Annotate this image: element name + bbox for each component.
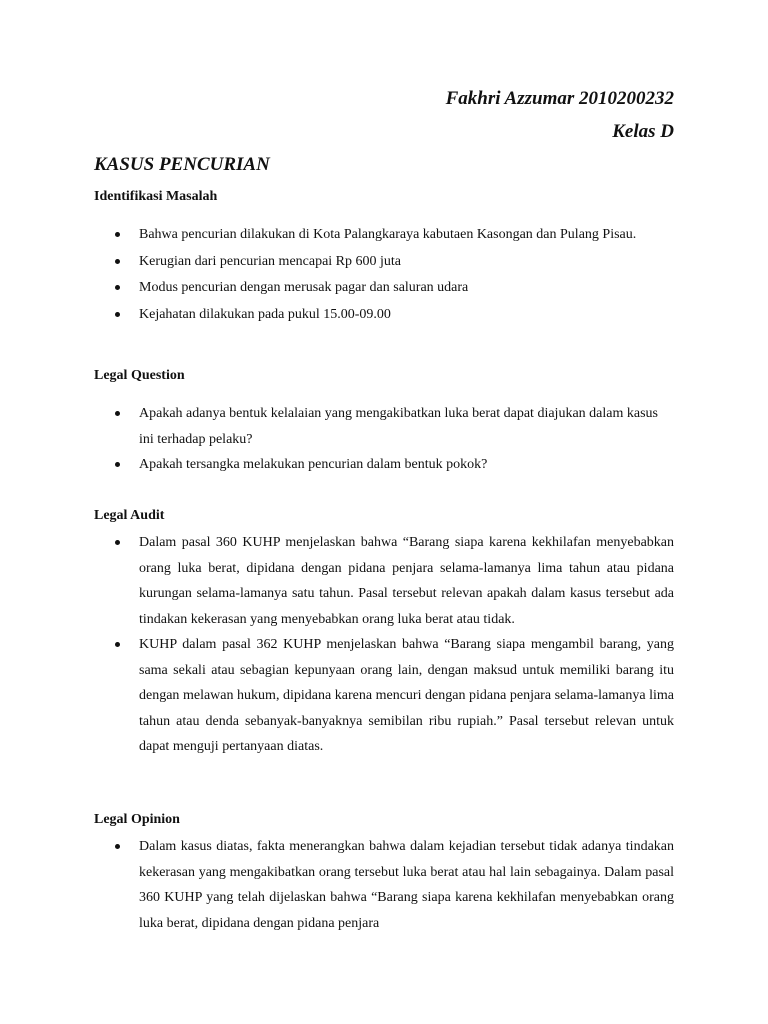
class-label: Kelas D [612,121,674,142]
list-item-text: Kejahatan dilakukan pada pukul 15.00-09.00 [139,306,391,322]
list-item [94,452,674,478]
bullet-icon [115,642,120,647]
list-item [94,249,674,275]
section-heading-legal-opinion: Legal Opinion [94,812,180,827]
list-item-text: KUHP dalam pasal 362 KUHP menjelaskan bahwa “Barang siapa mengambil barang, yang sama sekali atau sebagian kepunyaan orang lain, dengan maksud untuk memiliki barang itu dengan melawan hukum, dipidana karena mencuri dengan pidana penjara selama-lamanya lima tahun atau denda sebanyak-banyaknya semibilan ribu rupiah.” Pasal tersebut relevan untuk dapat menguji pertanyaan diatas. [139,637,674,754]
list-item [94,302,674,328]
bullet-icon [115,232,120,237]
legal-opinion-list [94,834,674,936]
document-title: KASUS PENCURIAN [94,154,270,175]
list-item-text: Modus pencurian dengan merusak pagar dan saluran udara [139,280,469,295]
list-item-text: Dalam kasus diatas, fakta menerangkan bahwa dalam kejadian tersebut tidak adanya tindakan kekerasan yang mengakibatkan orang tersebut luka berat atau hal lain sebagainya. Dalam pasal 360 KUHP yang telah dijelaskan bahwa “Barang siapa karena kekhilafan menyebabkan orang luka berat, dipidana dengan pidana penjara [139,839,674,931]
bullet-icon [115,411,120,416]
bullet-icon [115,312,120,317]
list-item [94,275,674,301]
list-item [94,632,674,760]
list-item-text: Bahwa pencurian dilakukan di Kota Palangkaraya kabutaen Kasongan dan Pulang Pisau. [139,227,637,242]
bullet-icon [115,285,120,290]
section-heading-legal-audit: Legal Audit [94,508,165,523]
bullet-icon [115,540,120,545]
section-heading-identifikasi: Identifikasi Masalah [94,189,218,204]
identifikasi-list [94,222,674,328]
list-item-text: Kerugian dari pencurian mencapai Rp 600 juta [139,253,402,269]
list-item [94,834,674,936]
legal-audit-list [94,530,674,760]
list-item [94,401,674,452]
legal-question-list [94,401,674,478]
author-name-nim: Fakhri Azzumar 2010200232 [445,88,674,109]
list-item [94,530,674,632]
bullet-icon [115,259,120,264]
list-item-text: Dalam pasal 360 KUHP menjelaskan bahwa “Barang siapa karena kekhilafan menyebabkan orang luka berat, dipidana dengan pidana penjara selama-lamanya lima tahun atau pidana kurungan selama-lamanya satu tahun. Pasal tersebut relevan apakah dalam kasus tersebut ada tindakan kekerasan yang menyebabkan orang luka berat atau tidak. [139,535,674,627]
list-item-text: Apakah tersangka melakukan pencurian dalam bentuk pokok? [139,457,488,472]
bullet-icon [115,844,120,849]
section-heading-legal-question: Legal Question [94,368,185,383]
list-item-text: Apakah adanya bentuk kelalaian yang mengakibatkan luka berat dapat diajukan dalam kasus ini terhadap pelaku? [139,406,658,447]
list-item [94,222,674,248]
bullet-icon [115,462,120,467]
